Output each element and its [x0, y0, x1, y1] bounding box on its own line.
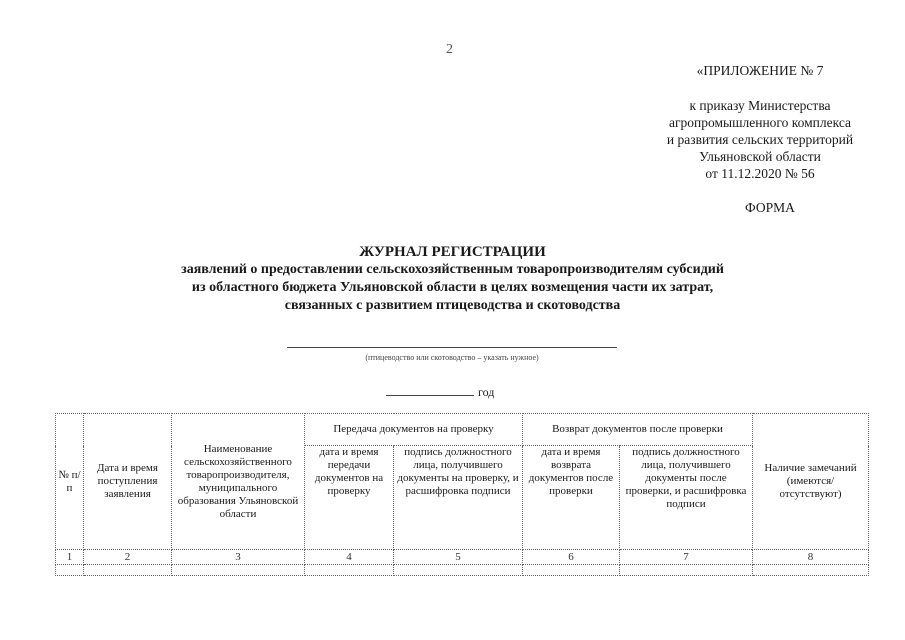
annex-line: от 11.12.2020 № 56: [705, 166, 815, 181]
document-title-main: ЖУРНАЛ РЕГИСТРАЦИИ: [359, 244, 546, 260]
table-cell: [523, 565, 620, 576]
column-number: 4: [305, 550, 394, 565]
table-cell: [172, 565, 305, 576]
annex-line: агропромышленного комплекса: [669, 115, 851, 130]
header-transfer-date: дата и время передачи документов на проверку: [305, 446, 394, 550]
column-number: 8: [753, 550, 869, 565]
column-number: 2: [84, 550, 172, 565]
column-number: 1: [56, 550, 84, 565]
header-return-date: дата и время возврата документов после проверки: [523, 446, 620, 550]
table-row: [56, 565, 869, 576]
annex-line: к приказу Министерства: [689, 98, 831, 113]
form-label: ФОРМА: [745, 200, 795, 215]
annex-line: и развития сельских территорий: [666, 132, 854, 147]
table-cell: [620, 565, 753, 576]
registration-journal-table: [55, 413, 869, 576]
document-title-line: заявлений о предоставлении сельскохозяйственным товаропроизводителям субсидий: [181, 262, 724, 277]
page-number: 2: [446, 42, 453, 57]
header-transfer-group: Передача документов на проверку: [305, 414, 523, 446]
header-return-group: Возврат документов после проверки: [523, 414, 753, 446]
header-producer-name: Наименование сельскохозяйственного товаропроизводителя, муниципального образования Ульяновской области: [172, 414, 305, 550]
column-number: 3: [172, 550, 305, 565]
table-cell: [753, 565, 869, 576]
table-cell: [56, 565, 84, 576]
document-title-line: из областного бюджета Ульяновской области в целях возмещения части их затрат,: [191, 280, 714, 295]
year-blank: [386, 395, 474, 396]
header-return-signature: подпись должностного лица, получившего документы после проверки, и расшифровка подписи: [620, 446, 753, 550]
document-title-line: связанных с развитием птицеводства и скотоводства: [284, 298, 621, 313]
livestock-type-hint: (птицеводство или скотоводство – указать нужное): [365, 353, 539, 362]
header-date: Дата и время поступления заявления: [84, 414, 172, 550]
annex-title: «ПРИЛОЖЕНИЕ № 7: [696, 63, 824, 78]
table-cell: [394, 565, 523, 576]
table-cell: [84, 565, 172, 576]
livestock-type-blank: [287, 347, 617, 348]
header-transfer-signature: подпись должностного лица, получившего документы на проверку, и расшифровка подписи: [394, 446, 523, 550]
header-remarks: Наличие замечаний (имеются/ отсутствуют): [753, 414, 869, 550]
document-title: [120, 243, 785, 315]
year-label: год: [478, 385, 495, 399]
column-number: 7: [620, 550, 753, 565]
column-number: 5: [394, 550, 523, 565]
annex-header: [640, 62, 880, 182]
table-cell: [305, 565, 394, 576]
header-number: № п/п: [56, 414, 84, 550]
column-number: 6: [523, 550, 620, 565]
annex-line: Ульяновской области: [699, 149, 821, 164]
